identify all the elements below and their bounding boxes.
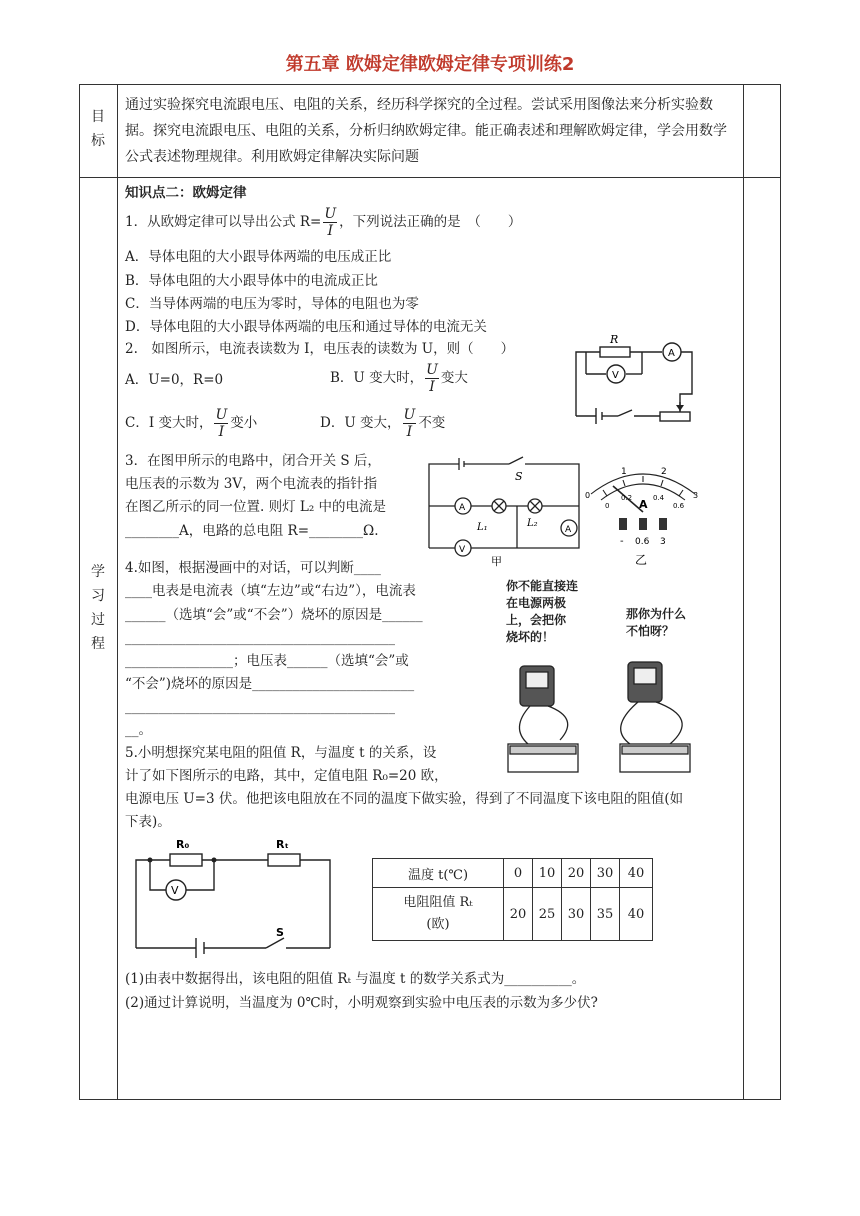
table-cell: 10	[533, 859, 562, 888]
table-header-resistance	[373, 888, 504, 941]
q3-meter-tick-inner-04: 0.4	[653, 494, 665, 502]
q4-line-7: ________________________________________	[125, 699, 395, 715]
q3-meter-tick-outer-3: 3	[693, 491, 699, 500]
objective-text: 通过实验探究电流跟电压、电阻的关系，经历科学探究的全过程。尝试采用图像法来分析实验数据。探究电流跟电压、电阻的关系，分析归纳欧姆定律。能正确表述和理解欧姆定律，学会用数学公式表述物理规律。利用欧姆定律解决实际问题	[125, 97, 727, 165]
cartoon-speech-right: 那你为什么 不怕呀？	[626, 607, 687, 638]
q2-b-frac-den: I	[429, 379, 435, 395]
q3-caption-yi: 乙	[635, 553, 648, 567]
q3-meter-tick-2: 2	[661, 467, 667, 477]
table-header-temperature: 温度 t(℃)	[373, 859, 504, 888]
q5-subquestion-2: (2)通过计算说明，当温度为 0℃时，小明观察到实验中电压表的示数为多少伏?	[125, 995, 598, 1011]
q4-line-1: 4.如图，根据漫画中的对话，可以判断____	[125, 560, 381, 576]
table-cell: 40	[620, 859, 653, 888]
q2-b-after: 变大	[440, 370, 468, 386]
q3-l1-label: L₁	[477, 522, 488, 533]
q1-frac-den: I	[327, 223, 334, 239]
q2-diagram-r-label: R	[610, 333, 619, 346]
q2-option-a: A．U=0，R=0	[125, 372, 224, 388]
resistance-unit: (欧)	[426, 917, 450, 932]
q1-option-c: C．当导体两端的电压为零时，导体的电阻也为零	[125, 296, 419, 312]
q2-d-after: 不变	[418, 415, 446, 431]
table-cell: 20	[562, 859, 591, 888]
q4-line-6: “不会”)烧坏的原因是________________________	[125, 676, 415, 692]
q5-voltmeter-label: V	[171, 884, 179, 897]
q3-meter-tick-outer-0: 0	[585, 491, 591, 500]
q2-c-frac-den: I	[218, 424, 225, 440]
q3-line-1: 3．在图甲所示的电路中，闭合开关 S 后，	[125, 453, 381, 469]
q3-meter-tick-1: 1	[621, 467, 627, 477]
resistance-label: 电阻阻值 Rₜ	[403, 895, 473, 910]
q3-ammeter-1-label: A	[459, 503, 466, 513]
q2-c-fraction	[214, 407, 228, 440]
q1-stem	[125, 206, 521, 239]
q2-diagram-voltmeter: V	[612, 370, 619, 381]
q2-option-d	[320, 403, 445, 443]
q3-terminal-06: 0.6	[635, 537, 650, 547]
q2-option-c	[125, 403, 257, 443]
column-divider-left	[117, 84, 118, 1100]
q3-circuit-diagram	[425, 452, 585, 568]
q2-b-fraction	[425, 362, 439, 395]
q3-line-2: 电压表的示数为 3V，两个电流表的指针指	[125, 476, 378, 492]
q4-line-4: ________________________________________	[125, 630, 395, 646]
q5-circuit-diagram	[130, 836, 350, 962]
q4-line-2: ____电表是电流表（填“左边”或“右边”），电流表	[125, 583, 416, 599]
q2-c-before: C．I 变大时，	[125, 415, 213, 431]
q3-l2-label: L₂	[527, 518, 538, 529]
q1-option-a: A．导体电阻的大小跟导体两端的电压成正比	[125, 249, 392, 265]
table-cell: 25	[533, 888, 562, 941]
table-cell: 20	[504, 888, 533, 941]
q2-b-frac-num: U	[426, 362, 438, 378]
q2-diagram-ammeter: A	[668, 348, 675, 359]
q3-meter-tick-inner-02: 0.2	[621, 494, 633, 502]
table-cell: 30	[591, 859, 620, 888]
q2-d-before: D．U 变大，	[320, 415, 401, 431]
q3-switch-label: S	[515, 470, 523, 483]
q5-data-table	[372, 858, 653, 941]
q1-stem-before: 1．从欧姆定律可以导出公式 R=	[125, 214, 322, 230]
q5-line-4: 下表)。	[125, 814, 171, 830]
table-row-temperature	[373, 859, 653, 888]
q5-r0-label: R₀	[176, 838, 190, 851]
q5-rt-label: Rₜ	[276, 838, 289, 851]
q2-stem: 2. 如图所示，电流表读数为 I，电压表的读数为 U，则（ ）	[125, 341, 515, 357]
q3-line-3: 在图乙所示的同一位置. 则灯 L₂ 中的电流是	[125, 499, 387, 515]
column-divider-right	[743, 84, 744, 1100]
q1-option-b: B．导体电阻的大小跟导体中的电流成正比	[125, 273, 378, 289]
q1-frac-num: U	[324, 206, 337, 222]
table-row-resistance	[373, 888, 653, 941]
q2-c-after: 变小	[230, 415, 258, 431]
q2-circuit-diagram	[570, 332, 700, 432]
page-title: 第五章 欧姆定律欧姆定律专项训练2	[285, 54, 575, 75]
q3-line-4: ________A，电路的总电阻 R=________Ω.	[125, 523, 379, 539]
q3-terminal-neg: -	[620, 536, 624, 547]
q3-terminal-3: 3	[660, 537, 666, 547]
q5-line-2: 计了如下图所示的电路，其中，定值电阻 R₀=20 欧，	[125, 768, 448, 784]
q4-line-8: __。	[125, 722, 152, 738]
q2-d-fraction	[403, 407, 417, 440]
table-cell: 40	[620, 888, 653, 941]
table-cell: 0	[504, 859, 533, 888]
q5-switch-label: S	[276, 926, 284, 939]
q2-d-frac-num: U	[403, 407, 416, 423]
q1-option-d: D．导体电阻的大小跟导体两端的电压和通过导体的电流无关	[125, 319, 487, 335]
table-cell: 35	[591, 888, 620, 941]
q1-fraction	[323, 206, 337, 239]
table-cell: 30	[562, 888, 591, 941]
q2-b-before: B．U 变大时，	[330, 370, 424, 386]
q3-meter-tick-inner-0: 0	[605, 502, 610, 510]
q3-ammeter-2-label: A	[565, 525, 572, 535]
q3-caption-jia: 甲	[491, 555, 502, 568]
q2-c-frac-num: U	[215, 407, 228, 423]
cartoon-illustration	[490, 648, 710, 778]
q1-stem-after: ，下列说法正确的是 （ ）	[339, 214, 522, 230]
q4-cartoon	[490, 578, 710, 778]
row-divider	[79, 177, 781, 178]
q3-meter-symbol: A	[639, 498, 648, 511]
q4-line-5: ________________；电压表______（选填“会”或	[125, 653, 409, 669]
q4-line-3: ______（选填“会”或“不会”）烧坏的原因是______	[125, 607, 423, 623]
section-heading: 知识点二：欧姆定律	[125, 185, 247, 201]
q3-meter-diagram	[583, 460, 703, 570]
q2-option-b	[330, 358, 468, 398]
q3-voltmeter-label: V	[459, 545, 466, 555]
process-label: 学 习 过 程	[91, 564, 105, 652]
objective-label: 目 标	[91, 109, 105, 149]
q3-meter-tick-inner-06: 0.6	[673, 502, 685, 510]
q5-line-1: 5.小明想探究某电阻的阻值 R，与温度 t 的关系，设	[125, 745, 437, 761]
q5-subquestion-1: (1)由表中数据得出，该电阻的阻值 Rₜ 与温度 t 的数学关系式为__________。	[125, 971, 586, 987]
q2-d-frac-den: I	[406, 424, 413, 440]
cartoon-speech-left: 你不能直接连 在电源两极 上，会把你 烧坏的！	[506, 579, 579, 644]
q5-line-3: 电源电压 U=3 伏。他把该电阻放在不同的温度下做实验，得到了不同温度下该电阻的阻值(如	[125, 791, 684, 807]
